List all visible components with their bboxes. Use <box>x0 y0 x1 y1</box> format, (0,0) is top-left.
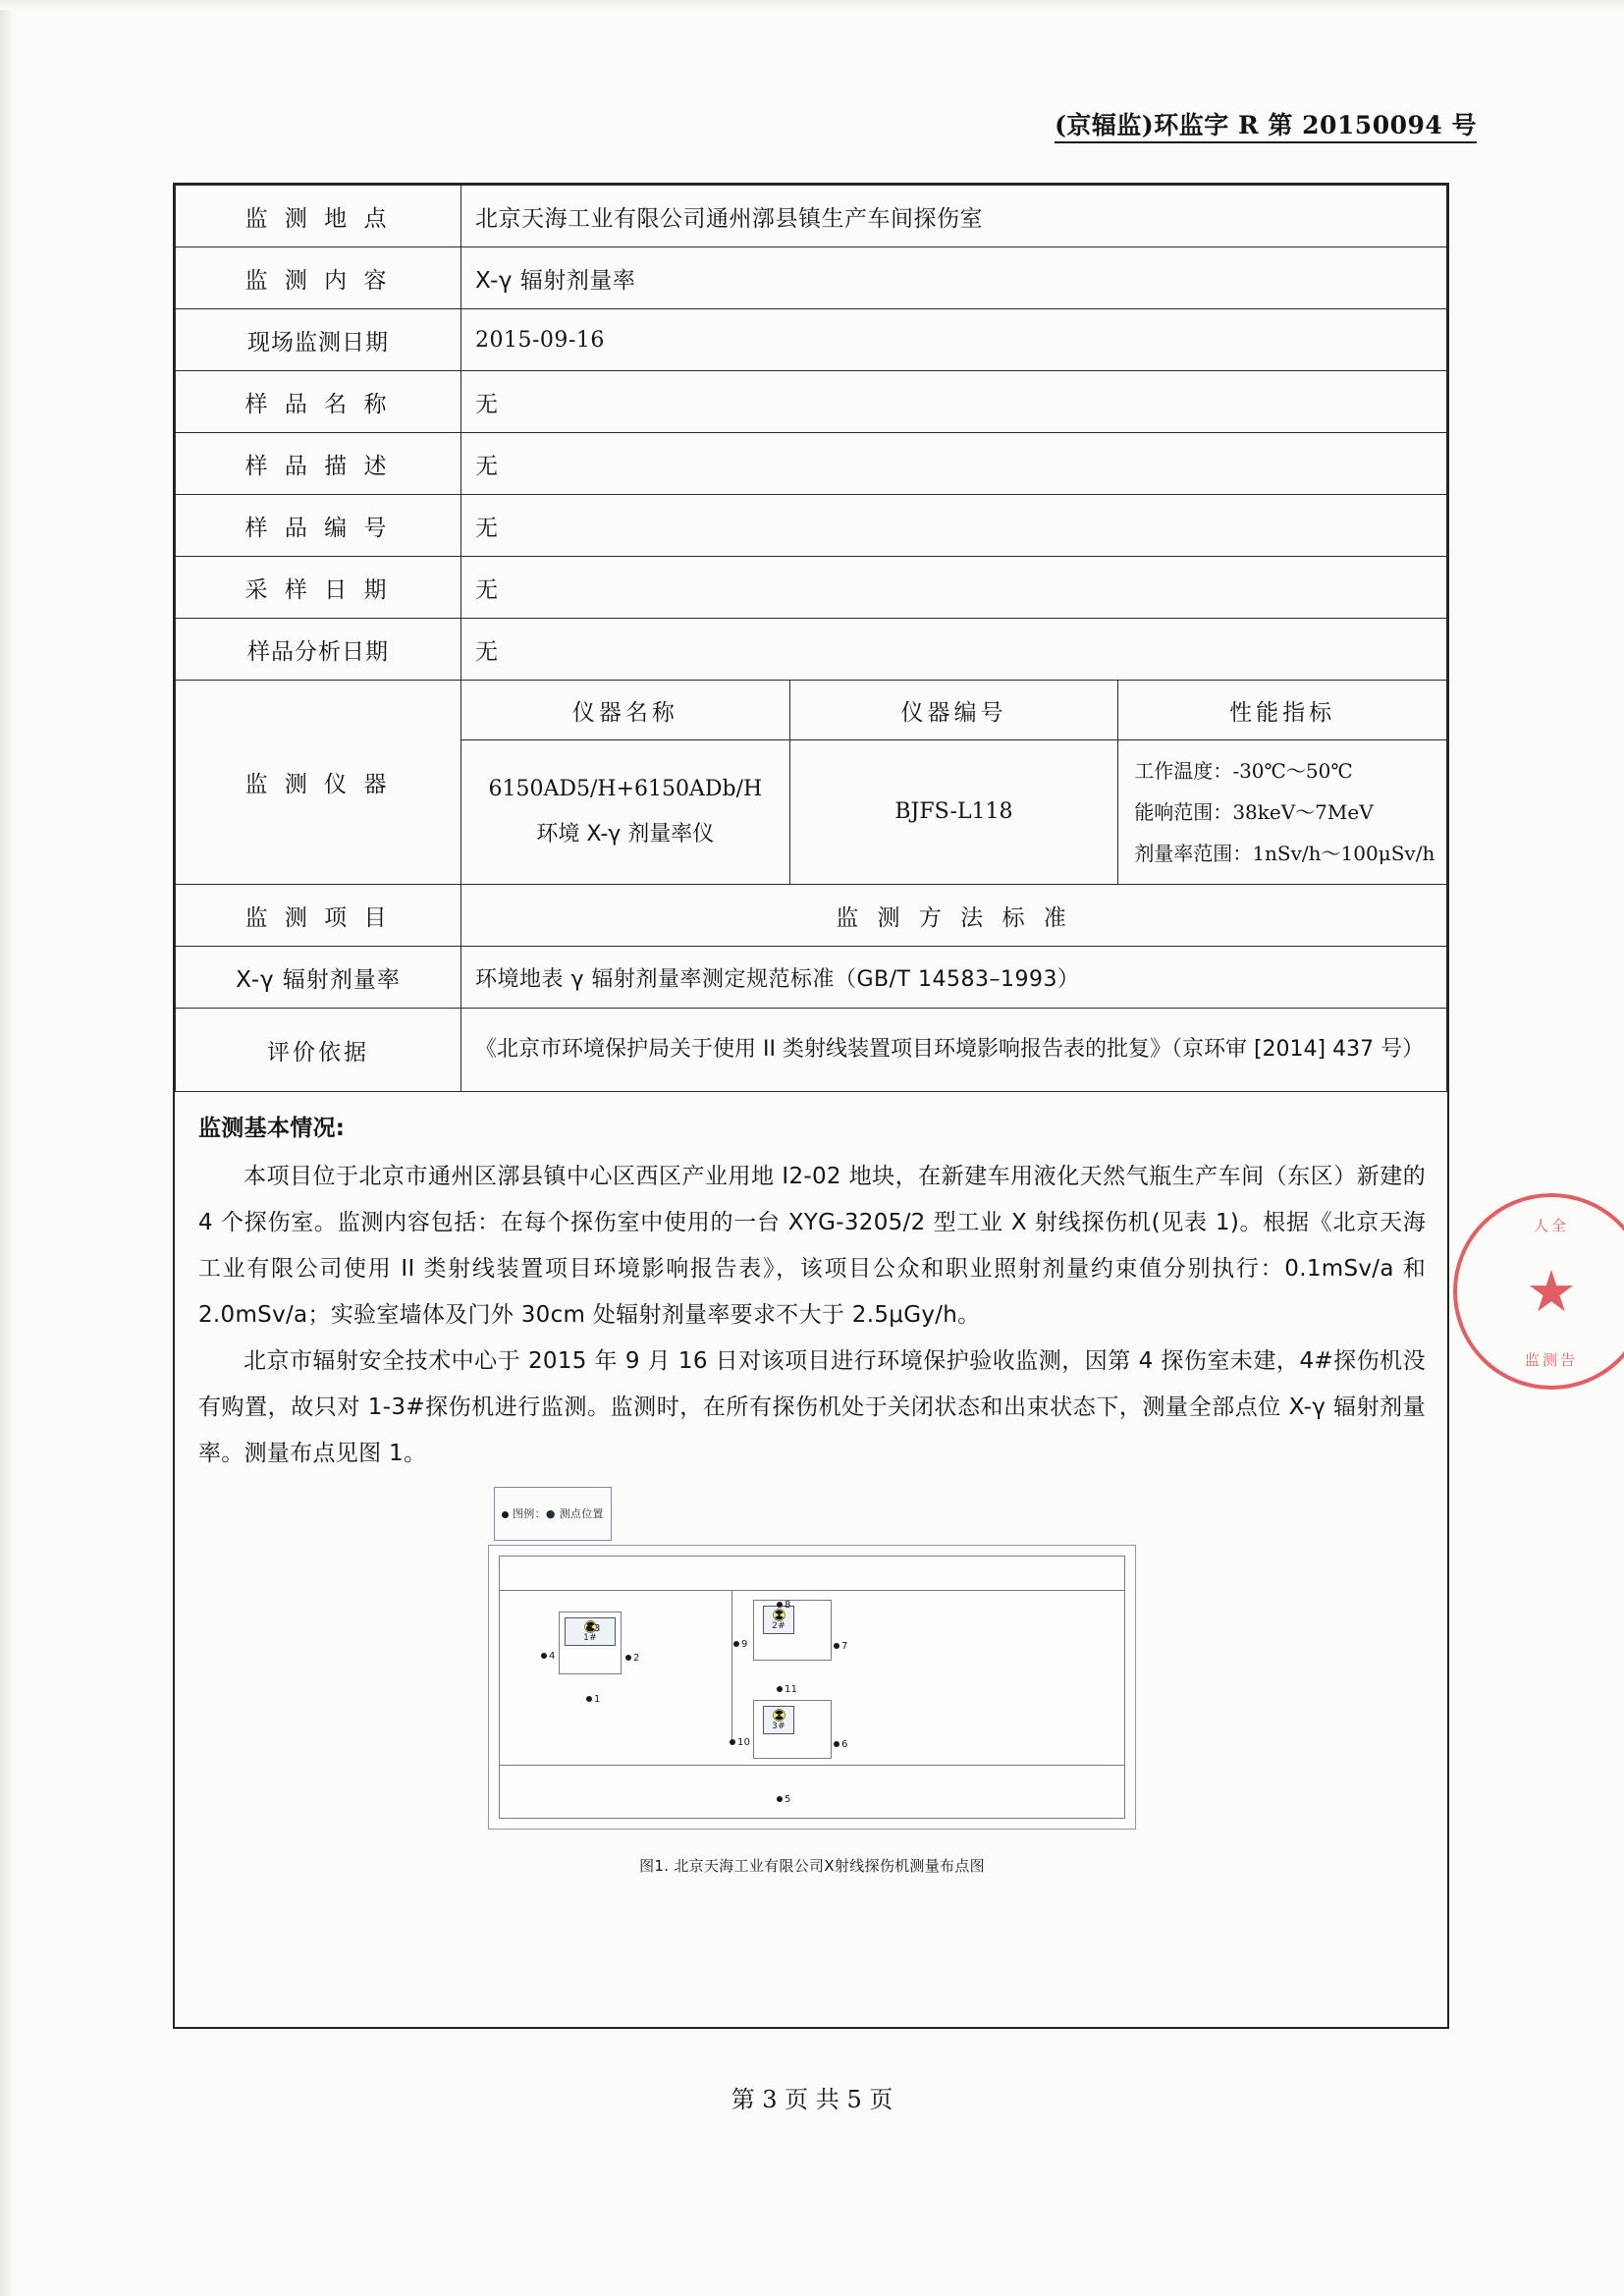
measure-point <box>777 1667 797 1713</box>
main-content-frame <box>173 183 1449 2029</box>
table-row <box>176 309 1447 371</box>
row-value: 无 <box>461 557 1447 619</box>
row-value: 无 <box>461 619 1447 681</box>
point-dot-icon <box>586 1696 592 1702</box>
point-label: 9 <box>741 1639 748 1650</box>
section-title: 监测基本情况: <box>198 1116 346 1141</box>
seal-bottom-text: 监测告 <box>1524 1351 1578 1369</box>
table-row <box>176 495 1447 557</box>
table-row <box>176 371 1447 433</box>
figure-legend <box>494 1487 612 1541</box>
measure-point <box>586 1676 601 1722</box>
row-label: 样 品 编 号 <box>176 495 461 557</box>
row-value: 2015-09-16 <box>461 309 1447 371</box>
method-header-row <box>176 885 1447 947</box>
table-row <box>176 557 1447 619</box>
scan-edge-top <box>0 0 1624 10</box>
point-dot-icon <box>777 1796 783 1802</box>
point-label: 8 <box>785 1600 791 1611</box>
red-official-seal <box>1453 1193 1624 1390</box>
measure-point <box>733 1621 748 1667</box>
figure-block <box>488 1487 1136 1889</box>
instrument-header-row <box>176 681 1447 740</box>
point-label: 7 <box>841 1641 848 1652</box>
point-dot-icon <box>733 1641 739 1647</box>
paragraph-1: 本项目位于北京市通州区漷县镇中心区西区产业用地 I2-02 地块，在新建车用液化天然气瓶生产车间（东区）新建的 4 个探伤室。监测内容包括：在每个探伤室中使用的一台 XYG-3205/2 型工业 X 射线探伤机(见表 1)。根据《北京天海工业有限公司使用 II 类射线装置项目环境影响报告表》，该项目公众和职业照射剂量约束值分别执行：0.1mSv/a 和 2.0mSv/a；实验室墙体及门外 30cm 处辐射剂量率要求不大于 2.5μGy/h。 <box>198 1164 1426 1328</box>
point-label: 2 <box>633 1653 640 1664</box>
instrument-name-line2: 环境 X-γ 剂量率仪 <box>536 822 715 847</box>
measure-point <box>541 1633 556 1679</box>
row-value: 无 <box>461 371 1447 433</box>
seal-top-text: 人全 <box>1533 1217 1569 1234</box>
perf-line <box>1134 792 1446 833</box>
row-value: 无 <box>461 433 1447 495</box>
star-icon: ★ <box>1526 1258 1577 1325</box>
instrument-name-cell <box>461 740 790 885</box>
table-row <box>176 247 1447 309</box>
seal-ring <box>1453 1193 1624 1390</box>
row-value: 无 <box>461 495 1447 557</box>
row-label: 样品分析日期 <box>176 619 461 681</box>
document-number-header <box>1055 106 1477 141</box>
perf-key: 剂量率范围： <box>1134 842 1253 865</box>
perf-value: 38keV～7MeV <box>1232 800 1374 824</box>
point-dot-icon <box>625 1655 631 1661</box>
measure-point <box>777 1582 791 1628</box>
machine-label: 3# <box>772 1722 785 1731</box>
method-item: X-γ 辐射剂量率 <box>176 947 461 1009</box>
table-row <box>176 433 1447 495</box>
point-dot-icon <box>586 1625 592 1631</box>
info-table <box>175 185 1447 1092</box>
point-dot-icon <box>834 1643 839 1649</box>
point-label: 10 <box>737 1737 751 1748</box>
row-value: X-γ 辐射剂量率 <box>461 247 1447 309</box>
row-label: 样 品 描 述 <box>176 433 461 495</box>
instrument-number-header: 仪器编号 <box>789 681 1118 740</box>
basis-text: 《北京市环境保护局关于使用 II 类射线装置项目环境影响报告表的批复》（京环审 [2014] 437 号） <box>461 1009 1447 1092</box>
row-label: 样 品 名 称 <box>176 371 461 433</box>
plan-divider-top <box>500 1590 1124 1591</box>
perf-value: 1nSv/h～100μSv/h <box>1252 842 1435 865</box>
row-label: 监 测 地 点 <box>176 186 461 247</box>
point-dot-icon <box>777 1686 783 1692</box>
monitoring-overview-section <box>175 1092 1447 1889</box>
measure-point <box>586 1606 601 1652</box>
measure-point <box>625 1635 640 1681</box>
row-value: 北京天海工业有限公司通州漷县镇生产车间探伤室 <box>461 186 1447 247</box>
legend-text: 图例：● 测点位置 <box>513 1507 604 1520</box>
method-data-row <box>176 947 1447 1009</box>
measure-point <box>730 1720 750 1766</box>
instrument-performance-cell <box>1118 740 1447 885</box>
point-label: 4 <box>549 1651 556 1662</box>
point-label: 11 <box>785 1684 798 1695</box>
plan-divider-bottom <box>500 1765 1124 1766</box>
machine-label: 2# <box>772 1621 785 1631</box>
scan-edge-left <box>0 0 14 2296</box>
row-label: 现场监测日期 <box>176 309 461 371</box>
point-dot-icon <box>541 1653 547 1659</box>
instrument-number-cell: BJFS-L118 <box>789 740 1118 885</box>
plan-outer-wall <box>499 1556 1125 1819</box>
document-number: (京辐监)环监字 R 第 20150094 号 <box>1055 111 1477 143</box>
table-row <box>176 619 1447 681</box>
point-dot-icon <box>730 1739 735 1745</box>
point-label: 5 <box>785 1794 791 1805</box>
paragraph-2: 北京市辐射安全技术中心于 2015 年 9 月 16 日对该项目进行环境保护验收监测，因第 4 探伤室未建，4#探伤机没有购置，故只对 1-3#探伤机进行监测。监测时，在所有探伤机处于关闭状态和出束状态下，测量全部点位 X-γ 辐射剂量率。测量布点见图 1。 <box>198 1348 1426 1466</box>
basis-row <box>176 1009 1447 1092</box>
table-row <box>176 186 1447 247</box>
point-dot-icon <box>834 1741 839 1747</box>
point-label: 6 <box>841 1739 848 1750</box>
instrument-row-label: 监 测 仪 器 <box>176 681 461 885</box>
point-label: 3 <box>594 1623 601 1634</box>
perf-key: 工作温度： <box>1134 759 1233 783</box>
measure-point <box>834 1623 848 1669</box>
perf-value: -30℃～50℃ <box>1232 759 1353 783</box>
plan-divider-vertical <box>731 1590 732 1741</box>
basis-label: 评价依据 <box>176 1009 461 1092</box>
perf-line <box>1134 833 1446 874</box>
method-item-header: 监 测 项 目 <box>176 885 461 947</box>
method-standard-header: 监 测 方 法 标 准 <box>461 885 1447 947</box>
perf-line <box>1134 750 1446 792</box>
figure-caption: 图1. 北京天海工业有限公司X射线探伤机测量布点图 <box>639 1857 985 1875</box>
point-label: 1 <box>594 1694 601 1705</box>
legend-dot-icon <box>502 1511 509 1518</box>
page-footer: 第 3 页 共 5 页 <box>731 2086 893 2113</box>
floor-plan-diagram <box>488 1545 1136 1830</box>
instrument-perf-header: 性能指标 <box>1118 681 1447 740</box>
perf-key: 能响范围： <box>1134 800 1233 824</box>
instrument-name-header: 仪器名称 <box>461 681 790 740</box>
machine-label: 1# <box>583 1633 597 1643</box>
row-label: 监 测 内 容 <box>176 247 461 309</box>
method-standard: 环境地表 γ 辐射剂量率测定规范标准（GB/T 14583–1993） <box>461 947 1447 1009</box>
instrument-name-line1: 6150AD5/H+6150ADb/H <box>488 777 763 801</box>
row-label: 采 样 日 期 <box>176 557 461 619</box>
measure-point <box>834 1722 848 1768</box>
measure-point <box>777 1777 791 1823</box>
point-dot-icon <box>777 1602 783 1608</box>
